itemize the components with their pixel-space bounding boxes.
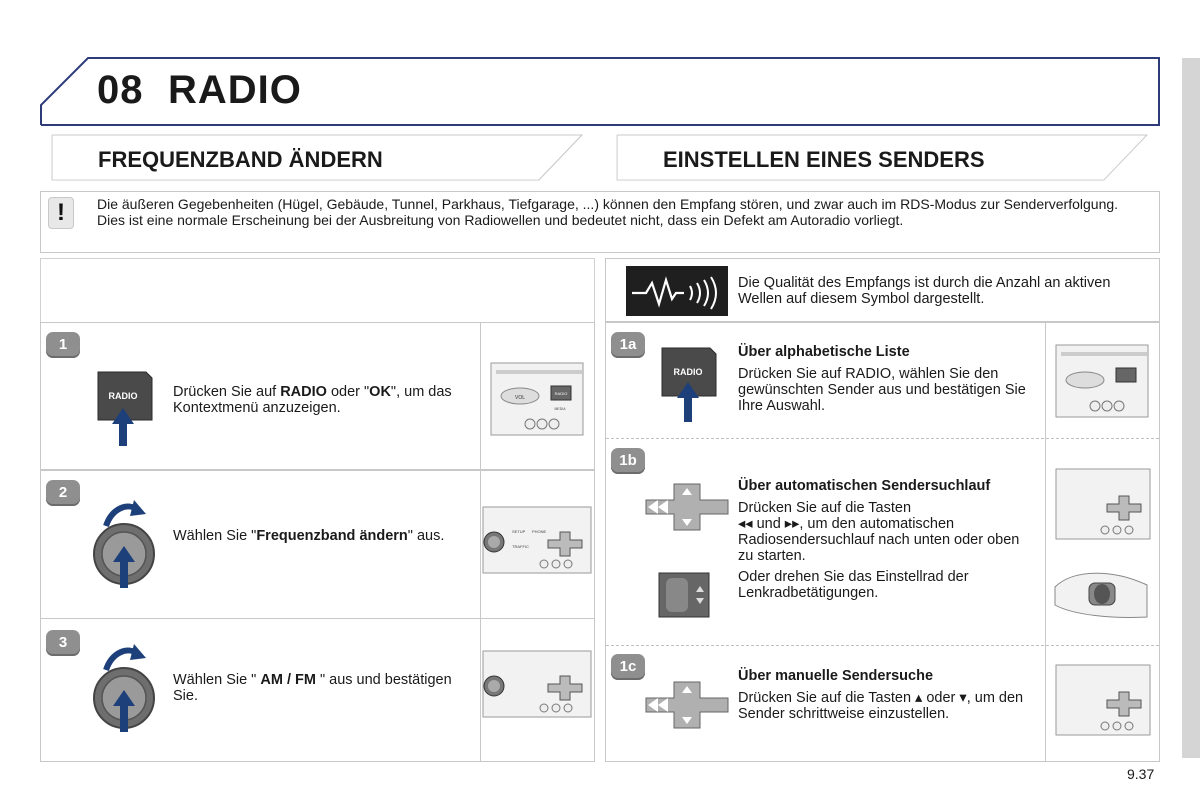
rotary-knob-icon — [92, 498, 158, 590]
exclamation-icon: ! — [48, 197, 74, 229]
radio-panel-dpad-image — [1055, 468, 1151, 540]
divider-1b — [606, 438, 1159, 439]
step-1b-heading: Über automatischen Sendersuchlauf — [738, 478, 991, 494]
step-badge-1a: 1a — [611, 332, 645, 358]
radio-panel-knob-image — [482, 506, 592, 574]
svg-text:SETUP: SETUP — [512, 529, 526, 534]
rotary-knob-icon-2 — [92, 642, 158, 734]
step-1a-text: Drücken Sie auf RADIO, wählen Sie den gewünschten Sender aus und bestätigen Sie Ihre Auswahl. — [738, 366, 1026, 414]
radio-panel-knob-image-2 — [482, 650, 592, 718]
radio-button-icon — [92, 370, 154, 448]
step-1-text: Drücken Sie auf RADIO oder "OK", um das Kontextmenü anzuzeigen. — [173, 384, 452, 416]
dpad-seek-icon — [644, 482, 730, 532]
step-1b-text: Drücken Sie auf die Tasten ◂◂ und ▸▸, um den automatischen Radiosendersuchlauf nach unten oder oben zu starten. — [738, 500, 1020, 564]
svg-text:MEDIA: MEDIA — [554, 407, 566, 411]
divider-1c — [606, 645, 1159, 646]
steering-wheel-thumbwheel-icon — [658, 572, 710, 618]
step-2-text: Wählen Sie "Frequenzband ändern" aus. — [173, 528, 445, 544]
step-badge-1: 1 — [46, 332, 80, 358]
step-badge-2: 2 — [46, 480, 80, 506]
warning-text: Die äußeren Gegebenheiten (Hügel, Gebäude, Tunnel, Parkhaus, Tiefgarage, ...) können den Empfang stören, und zwar auch im RDS-Modus zur Senderverfolgung. Dies ist eine normale Erscheinung bei der Ausbreitung von Radiowellen und bedeutet nicht, dass ein Defekt am Autoradio vorliegt. — [97, 196, 1119, 228]
step-1b-text-2: Oder drehen Sie das Einstellrad der Lenkradbetätigungen. — [738, 569, 969, 601]
svg-text:PHONE: PHONE — [532, 529, 547, 534]
radio-panel-image — [490, 362, 584, 436]
step-badge-1c: 1c — [611, 654, 645, 680]
dpad-manual-icon — [644, 680, 730, 730]
radio-panel-image-2 — [1055, 344, 1149, 418]
svg-text:TRAFFIC: TRAFFIC — [512, 544, 529, 549]
step-1c-heading: Über manuelle Sendersuche — [738, 668, 934, 684]
chapter-side-tab — [1182, 58, 1200, 758]
section-title-frequency: FREQUENZBAND ÄNDERN — [98, 147, 383, 172]
reception-note-text: Die Qualität des Empfangs ist durch die Anzahl an aktiven Wellen auf diesem Symbol dargestellt. — [738, 275, 1111, 307]
steering-column-control-image — [1053, 565, 1153, 621]
radio-button-icon-2 — [656, 346, 718, 424]
step-badge-1b: 1b — [611, 448, 645, 474]
page-number: 9.37 — [1127, 766, 1155, 782]
step-badge-3: 3 — [46, 630, 80, 656]
radio-panel-dpad-image-2 — [1055, 664, 1151, 736]
chapter-number: 08 — [97, 68, 144, 112]
section-title-station: EINSTELLEN EINES SENDERS — [663, 147, 985, 172]
step-1c-text: Drücken Sie auf die Tasten ▴ oder ▾, um den Sender schrittweise einzustellen. — [738, 690, 1024, 722]
step-3-text: Wählen Sie " AM / FM " aus und bestätigen Sie. — [173, 672, 452, 704]
left-blank-area — [40, 258, 595, 322]
radio-button-label: RADIO — [108, 391, 138, 401]
step-1a-heading: Über alphabetische Liste — [738, 344, 910, 360]
reception-waves-icon — [626, 266, 728, 316]
svg-text:RADIO: RADIO — [673, 367, 703, 377]
svg-text:VOL: VOL — [514, 395, 526, 401]
chapter-title: RADIO — [168, 68, 302, 112]
svg-text:RADIO: RADIO — [554, 391, 568, 396]
